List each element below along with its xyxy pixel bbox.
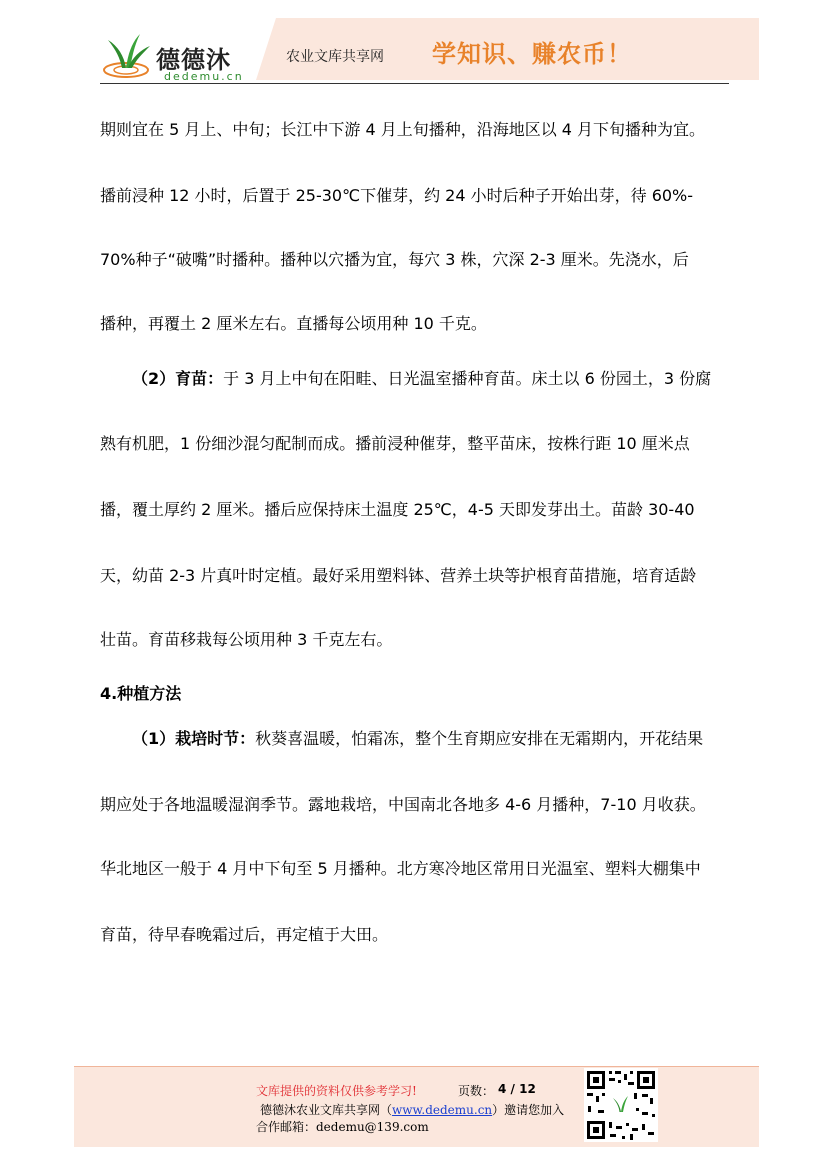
paragraph-line: 播，覆土厚约 2 厘米。播后应保持床土温度 25℃，4-5 天即发芽出土。苗龄 30-40	[100, 500, 695, 519]
page-footer	[74, 1066, 759, 1147]
header-divider	[100, 83, 729, 84]
qr-code-icon[interactable]	[584, 1068, 658, 1142]
site-logo[interactable]	[102, 28, 262, 88]
footer-notice: 文库提供的资料仅供参考学习!	[256, 1084, 417, 1098]
paragraph-line: 育苗，待早春晚霜过后，再定植于大田。	[100, 925, 389, 944]
page-count-value: 4 / 12	[498, 1082, 536, 1096]
logo-domain-text: dedemu.cn	[164, 70, 244, 83]
subheading-season: （1）栽培时节：	[132, 729, 256, 748]
paragraph-line: 熟有机肥，1 份细沙混匀配制而成。播前浸种催芽，整平苗床，按株行距 10 厘米点	[100, 434, 690, 453]
footer-invite: 德德沐农业文库共享网（www.dedemu.cn）邀请您加入	[260, 1103, 565, 1117]
dedemu-logo-icon	[102, 28, 156, 82]
paragraph-line: （1）栽培时节：秋葵喜温暖，怕霜冻，整个生育期应安排在无霜期内，开花结果	[132, 729, 704, 748]
section-heading	[100, 684, 181, 704]
paragraph-line: （2）育苗：于 3 月上中旬在阳畦、日光温室播种育苗。床土以 6 份园土，3 份腐	[132, 369, 712, 388]
paragraph-line: 播前浸种 12 小时，后置于 25-30℃下催芽，约 24 小时后种子开始出芽，待 60%-	[100, 186, 694, 205]
subheading-seedling: （2）育苗：	[132, 369, 224, 388]
site-name: 农业文库共享网	[286, 49, 384, 65]
page-header	[96, 18, 759, 84]
paragraph-line: 天，幼苗 2-3 片真叶时定植。最好采用塑料钵、营养土块等护根育苗措施，培育适龄	[100, 566, 697, 585]
footer-contact: 合作邮箱：dedemu@139.com	[256, 1120, 429, 1134]
paragraph-line: 70%种子“破嘴”时播种。播种以穴播为宜，每穴 3 株，穴深 2-3 厘米。先浇水，后	[100, 250, 689, 269]
page-count-label: 页数：	[458, 1084, 495, 1098]
paragraph-line: 壮苗。育苗移栽每公顷用种 3 千克左右。	[100, 630, 393, 649]
paragraph-line: 华北地区一般于 4 月中下旬至 5 月播种。北方寒冷地区常用日光温室、塑料大棚集中	[100, 859, 701, 878]
footer-divider	[74, 1066, 759, 1067]
logo-chinese-text: 德德沐	[156, 45, 231, 74]
section-heading-planting: 4.种植方法	[100, 684, 182, 703]
paragraph-line: 播种，再覆土 2 厘米左右。直播每公顷用种 10 千克。	[100, 314, 487, 333]
header-slogan: 学知识、赚农币！	[432, 39, 632, 68]
paragraph-line: 期则宜在 5 月上、中旬；长江中下游 4 月上旬播种，沿海地区以 4 月下旬播种为宜。	[100, 120, 706, 139]
paragraph-line: 期应处于各地温暖湿润季节。露地栽培，中国南北各地多 4-6 月播种，7-10 月收获。	[100, 795, 706, 814]
site-link[interactable]: www.dedemu.cn	[392, 1103, 493, 1117]
